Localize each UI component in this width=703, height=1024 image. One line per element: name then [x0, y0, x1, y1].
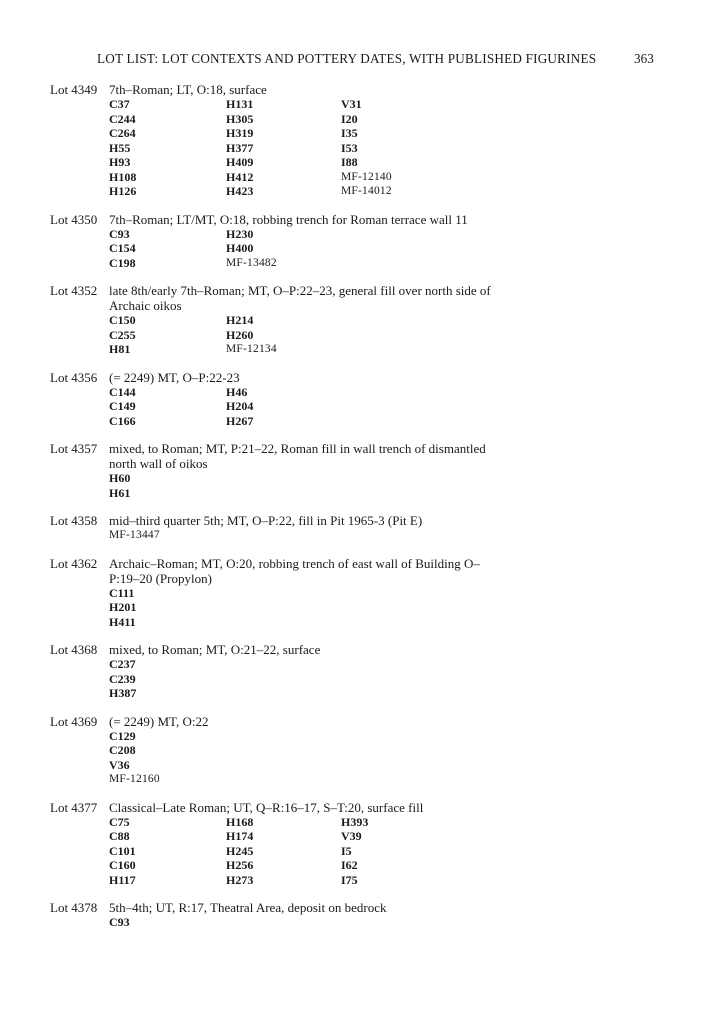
figurine-number: C255	[109, 327, 136, 342]
figurine-number: H393	[341, 814, 369, 829]
lot-label: Lot 4369	[50, 713, 98, 729]
figurine-number: H387	[109, 686, 137, 700]
figurine-number: H400	[226, 241, 254, 255]
figurine-number: I5	[341, 843, 352, 858]
empty-cell	[226, 528, 341, 543]
empty-cell	[226, 758, 341, 773]
figurine-number: H230	[226, 226, 254, 241]
lot-description: mixed, to Roman; MT, O:21–22, surface	[109, 642, 321, 657]
figurine-number: H214	[226, 313, 254, 327]
figurine-number: H423	[226, 184, 254, 198]
empty-cell	[341, 342, 461, 357]
empty-cell	[341, 729, 461, 744]
figurine-number: H131	[226, 97, 254, 111]
lot-entry	[0, 714, 703, 787]
lot-description: 7th–Roman; LT, O:18, surface	[109, 82, 267, 97]
figurine-list	[109, 729, 703, 787]
figurine-number: C93	[109, 915, 130, 929]
running-title: LOT LIST: LOT CONTEXTS AND POTTERY DATES, WITH PUBLISHED FIGURINES	[97, 51, 597, 66]
lot-list	[0, 82, 703, 943]
figurine-number: H411	[109, 614, 136, 629]
empty-cell	[341, 600, 461, 615]
empty-cell	[226, 686, 341, 701]
figurine-number: C149	[109, 399, 136, 413]
figurine-list	[109, 528, 703, 543]
figurine-number: H46	[226, 384, 248, 399]
lot-entry	[0, 370, 703, 429]
lot-entry	[0, 642, 703, 701]
figurine-number: I88	[341, 155, 358, 169]
figurine-number: I75	[341, 872, 358, 887]
figurine-number: C101	[109, 843, 136, 858]
figurine-number: H273	[226, 872, 254, 887]
figurine-number: H260	[226, 327, 254, 342]
empty-cell	[341, 313, 461, 328]
lot-entry	[0, 82, 703, 199]
empty-cell	[341, 686, 461, 701]
empty-cell	[341, 399, 461, 414]
figurine-number: C37	[109, 97, 130, 111]
figurine-number: C239	[109, 671, 136, 686]
figurine-list	[109, 586, 703, 630]
figurine-number: H305	[226, 111, 254, 126]
empty-cell	[226, 772, 341, 787]
figurine-number: H319	[226, 126, 254, 140]
empty-cell	[341, 227, 461, 242]
mf-number: MF-12140	[341, 170, 392, 183]
figurine-number: H117	[109, 872, 136, 887]
mf-number: MF-12160	[109, 773, 160, 785]
lot-description: (= 2249) MT, O–P:22-23	[109, 369, 240, 385]
empty-cell	[226, 729, 341, 744]
figurine-number: C166	[109, 413, 136, 428]
figurine-number: C154	[109, 241, 136, 255]
lot-label: Lot 4356	[50, 369, 98, 385]
empty-cell	[341, 385, 461, 400]
empty-cell	[341, 615, 461, 630]
lot-description: Archaic–Roman; MT, O:20, robbing trench of east wall of Building O–P:19–20 (Propylon)	[109, 555, 480, 586]
figurine-number: C144	[109, 384, 136, 399]
mf-number: MF-13482	[226, 256, 277, 269]
figurine-number: H245	[226, 843, 254, 858]
figurine-list	[109, 227, 703, 271]
figurine-number: H377	[226, 140, 254, 155]
lot-label: Lot 4368	[50, 642, 98, 657]
empty-cell	[226, 471, 341, 486]
empty-cell	[341, 657, 461, 672]
figurine-number: H93	[109, 155, 131, 169]
lot-description: late 8th/early 7th–Roman; MT, O–P:22–23, general fill over north side of Archaic oikos	[109, 283, 491, 313]
figurine-number: H60	[109, 471, 131, 485]
lot-label: Lot 4378	[50, 900, 98, 915]
figurine-number: H126	[109, 184, 137, 198]
empty-cell	[226, 672, 341, 687]
empty-cell	[341, 772, 461, 787]
figurine-number: H61	[109, 485, 131, 500]
empty-cell	[226, 586, 341, 601]
empty-cell	[341, 528, 461, 543]
figurine-number: C160	[109, 858, 136, 872]
page-number: 363	[634, 51, 654, 66]
figurine-number: I35	[341, 126, 358, 140]
empty-cell	[341, 471, 461, 486]
figurine-number: H412	[226, 169, 254, 184]
figurine-number: C129	[109, 728, 136, 743]
figurine-number: I20	[341, 111, 358, 126]
empty-cell	[341, 758, 461, 773]
empty-cell	[226, 743, 341, 758]
lot-description: Classical–Late Roman; UT, Q–R:16–17, S–T:20, surface fill	[109, 799, 424, 815]
empty-cell	[226, 657, 341, 672]
figurine-number: H81	[109, 342, 131, 356]
lot-label: Lot 4352	[50, 283, 98, 298]
figurine-number: H108	[109, 169, 137, 184]
lot-description: 7th–Roman; LT/MT, O:18, robbing trench for Roman terrace wall 11	[109, 211, 468, 227]
lot-entry	[0, 800, 703, 888]
figurine-number: C150	[109, 313, 136, 327]
figurine-list	[109, 657, 703, 701]
figurine-number: V39	[341, 829, 362, 843]
figurine-number: C111	[109, 585, 135, 600]
running-header	[0, 51, 703, 69]
figurine-number: H256	[226, 858, 254, 872]
empty-cell	[341, 256, 461, 271]
figurine-number: C244	[109, 111, 136, 126]
empty-cell	[341, 672, 461, 687]
figurine-list	[109, 815, 703, 888]
figurine-number: C93	[109, 226, 130, 241]
lot-entry	[0, 283, 703, 357]
figurine-number: I53	[341, 140, 358, 155]
empty-cell	[226, 615, 341, 630]
figurine-number: H55	[109, 140, 131, 155]
figurine-number: C208	[109, 743, 136, 757]
lot-entry	[0, 556, 703, 630]
figurine-list	[109, 915, 703, 930]
lot-label: Lot 4357	[50, 441, 98, 456]
lot-label: Lot 4358	[50, 513, 98, 528]
figurine-number: V36	[109, 757, 130, 772]
empty-cell	[226, 915, 341, 930]
mf-number: MF-13447	[109, 529, 160, 541]
figurine-number: I62	[341, 858, 358, 872]
figurine-number: C237	[109, 657, 136, 671]
lot-label: Lot 4377	[50, 799, 98, 815]
empty-cell	[341, 241, 461, 256]
figurine-number: H409	[226, 155, 254, 169]
figurine-number: H168	[226, 814, 254, 829]
empty-cell	[341, 486, 461, 501]
lot-description: (= 2249) MT, O:22	[109, 713, 209, 729]
figurine-list	[109, 385, 703, 429]
empty-cell	[341, 414, 461, 429]
mf-number: MF-14012	[341, 185, 392, 197]
lot-entry	[0, 441, 703, 500]
empty-cell	[341, 328, 461, 343]
figurine-number: C88	[109, 829, 130, 843]
figurine-list	[109, 97, 703, 199]
lot-entry	[0, 513, 703, 543]
empty-cell	[226, 486, 341, 501]
figurine-number: H267	[226, 413, 254, 428]
lot-entry	[0, 900, 703, 930]
figurine-number: C264	[109, 126, 136, 140]
empty-cell	[341, 915, 461, 930]
lot-description: mid–third quarter 5th; MT, O–P:22, fill in Pit 1965-3 (Pit E)	[109, 513, 423, 528]
empty-cell	[341, 743, 461, 758]
figurine-number: C198	[109, 255, 136, 270]
figurine-number: C75	[109, 814, 130, 829]
figurine-number: V31	[341, 97, 362, 111]
figurine-list	[109, 313, 703, 357]
figurine-number: H204	[226, 399, 254, 413]
figurine-list	[109, 471, 703, 500]
lot-description: mixed, to Roman; MT, P:21–22, Roman fill in wall trench of dismantled north wall of oikos	[109, 441, 486, 471]
lot-label: Lot 4362	[50, 555, 98, 571]
figurine-number: H201	[109, 600, 137, 614]
lot-description: 5th–4th; UT, R:17, Theatral Area, deposit on bedrock	[109, 900, 387, 915]
lot-entry	[0, 212, 703, 271]
lot-label: Lot 4349	[50, 82, 98, 97]
figurine-number: H174	[226, 829, 254, 843]
empty-cell	[226, 600, 341, 615]
mf-number: MF-12134	[226, 343, 277, 355]
empty-cell	[341, 586, 461, 601]
lot-label: Lot 4350	[50, 211, 98, 227]
